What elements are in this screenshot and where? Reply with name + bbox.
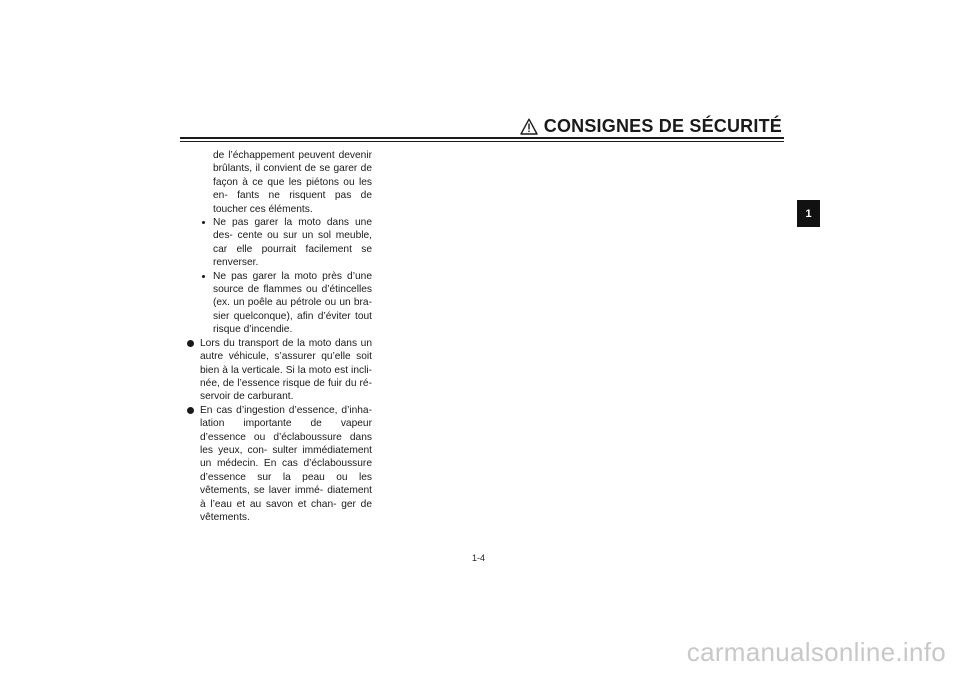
sub-bullet-text: Ne pas garer la moto dans une des- cente ou sur un sol meuble, car elle pourrait facilement se renverser. [213, 217, 372, 269]
watermark: carmanualsonline.info [686, 637, 946, 667]
header-title-group [520, 116, 782, 137]
sub-bullet-item [187, 270, 372, 337]
bullet-item [187, 337, 372, 404]
sub-bullet-item [187, 216, 372, 270]
page-title: CONSIGNES DE SÉCURITÉ [543, 116, 782, 136]
header-rule-thick [180, 137, 784, 139]
warning-triangle-icon [520, 118, 538, 135]
bullet-icon [187, 340, 194, 347]
bullet-icon [187, 407, 194, 414]
header-rule-thin [180, 141, 784, 142]
page-number: 1-4 [472, 553, 486, 563]
bullet-item [187, 404, 372, 525]
bullet-text: Lors du transport de la moto dans un autre véhicule, s’assurer qu’elle soit bien à la verticale. Si la moto est incli- née, de l’essence risque de fuir du ré- servoir de carburant. [200, 337, 372, 403]
body-text-column [187, 149, 372, 524]
small-bullet-icon [202, 275, 205, 278]
bullet-text: En cas d’ingestion d’essence, d’inha- lation importante de vapeur d’essence ou d’éclaboussure dans les yeux, con- sulter immédiatement un médecin. En cas d’éclaboussure d’essence sur la peau ou les vêtements, se laver immé- diatement à l’eau et au savon et chan- ger de vêtements. [200, 404, 372, 523]
sub-bullet-text: Ne pas garer la moto près d’une source de flammes ou d’étincelles (ex. un poêle au pétrole ou un bra- sier quelconque), afin d’éviter tout risque d’incendie. [213, 270, 372, 336]
page-header [180, 112, 784, 142]
continuation-paragraph: de l’échappement peuvent devenir brûlants, il convient de se garer de façon à ce que les piétons ou les en- fants ne risquent pas de toucher ces éléments. [213, 150, 372, 215]
small-bullet-icon [202, 221, 205, 224]
chapter-tab: 1 [797, 200, 820, 227]
